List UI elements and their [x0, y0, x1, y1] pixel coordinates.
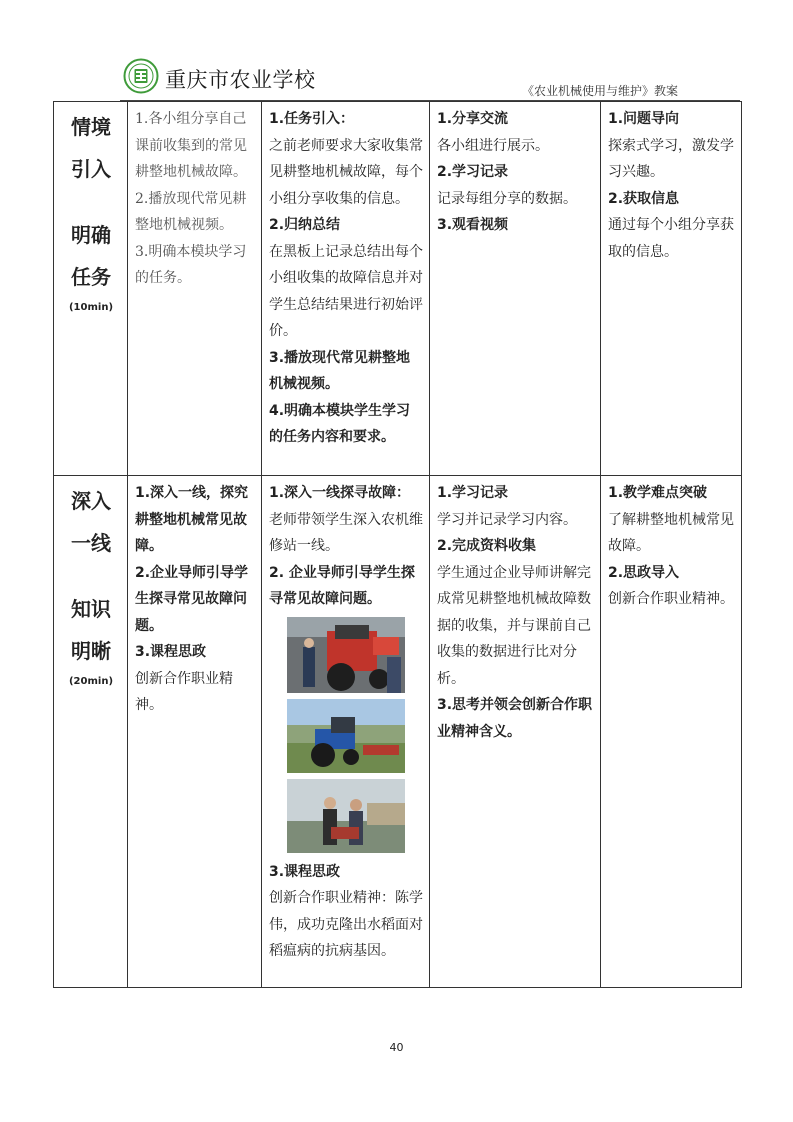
phase-cell [54, 476, 128, 988]
phase-label: 知识 [71, 597, 111, 621]
cell-item: 2.播放现代常见耕整地机械视频。 [135, 190, 247, 233]
cell-col4 [601, 102, 742, 476]
cell-item: 1.深入一线，探究耕整地机械常见故障。 [135, 485, 249, 554]
phase-label: 任务 [71, 265, 111, 289]
cell-item: 探索式学习，激发学习兴趣。 [608, 137, 734, 180]
cell-item: 3.课程思政 [135, 644, 207, 660]
cell-item: 在黑板上记录总结出每个小组收集的故障信息并对学生总结结果进行初始评价。 [269, 243, 423, 339]
cell-item: 创新合作职业精神。 [608, 591, 734, 607]
cell-item: 创新合作职业精神：陈学伟，成功克隆出水稻面对稻瘟病的抗病基因。 [269, 890, 423, 959]
cell-item: 3.明确本模块学习的任务。 [135, 243, 247, 286]
cell-item: 3.思考并领会创新合作职业精神含义。 [437, 697, 593, 740]
phase-label: 一线 [71, 531, 111, 555]
cell-col3 [430, 476, 601, 988]
phase-label: 引入 [71, 157, 111, 181]
cell-item: 了解耕整地机械常见故障。 [608, 511, 734, 554]
cell-item: 2. 企业导师引导学生探寻常见故障问题。 [269, 564, 415, 607]
phase-label: 明确 [71, 223, 111, 247]
cell-item: 学生通过企业导师讲解完成常见耕整地机械故障数据的收集，并与课前自己收集的数据进行比对分析。 [437, 564, 591, 687]
cell-item: 老师带领学生深入农机维修站一线。 [269, 511, 423, 554]
cell-item: 3.观看视频 [437, 217, 509, 233]
cell-item: 2.思政导入 [608, 564, 680, 581]
cell-item: 3.课程思政 [269, 863, 341, 880]
cell-item: 2.获取信息 [608, 190, 680, 207]
phase-label: 深入 [71, 489, 111, 513]
cell-item: 1.分享交流 [437, 111, 509, 127]
lesson-plan-table [53, 101, 742, 988]
cell-item: 创新合作职业精神。 [135, 670, 233, 713]
page-number: 40 [389, 1041, 404, 1054]
phase-time: (20min) [68, 676, 114, 687]
cell-col1 [128, 476, 262, 988]
cell-item: 2.归纳总结 [269, 217, 341, 233]
cell-item: 3.播放现代常见耕整地机械视频。 [269, 349, 411, 392]
table-row [54, 102, 742, 476]
school-name: 重庆市农业学校 [165, 68, 316, 92]
tractor-repair-photo [287, 617, 405, 693]
cell-item: 各小组进行展示。 [437, 137, 549, 154]
course-title: 《农业机械使用与维护》教案 [522, 84, 679, 98]
cell-col3 [430, 102, 601, 476]
phase-time: (10min) [68, 302, 114, 313]
cell-col2 [262, 476, 430, 988]
cell-item: 1.任务引入： [269, 111, 355, 127]
cell-item: 记录每组分享的数据。 [437, 190, 577, 207]
cell-col1 [128, 102, 262, 476]
cell-item: 之前老师要求大家收集常见耕整地机械故障，每个小组分享收集的信息。 [269, 137, 423, 207]
cell-item: 学习并记录学习内容。 [437, 511, 577, 528]
cell-col2 [262, 102, 430, 476]
phase-cell [54, 102, 128, 476]
blue-tractor-photo [287, 699, 405, 773]
page-header [0, 0, 793, 104]
cell-item: 2.学习记录 [437, 164, 509, 180]
cell-item: 1.深入一线探寻故障： [269, 485, 411, 501]
phase-label: 明晰 [71, 639, 111, 663]
cell-item: 2.企业导师引导学生探寻常见故障问题。 [135, 564, 249, 634]
phase-label: 情境 [71, 115, 111, 139]
cell-item: 通过每个小组分享获取的信息。 [608, 217, 734, 260]
table-row [54, 476, 742, 988]
cell-item: 2.完成资料收集 [437, 538, 537, 554]
school-logo-icon [123, 58, 159, 94]
cell-item: 1.各小组分享自己课前收集到的常见耕整地机械故障。 [135, 111, 247, 180]
cell-item: 4.明确本模块学生学习的任务内容和要求。 [269, 402, 411, 445]
cell-col4 [601, 476, 742, 988]
cell-item: 1.学习记录 [437, 485, 509, 501]
cell-item: 1.教学难点突破 [608, 485, 708, 501]
field-guidance-photo [287, 779, 405, 853]
cell-item: 1.问题导向 [608, 111, 680, 127]
